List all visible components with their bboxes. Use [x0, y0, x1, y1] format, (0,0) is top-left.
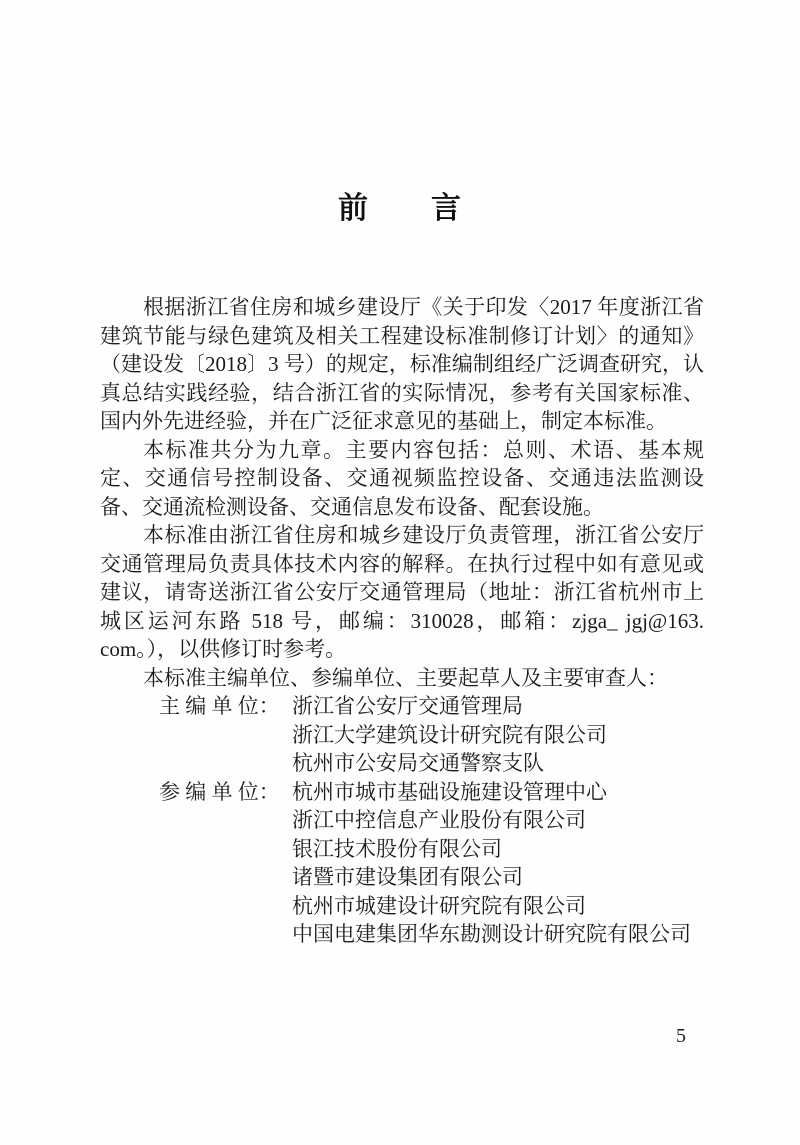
- paragraph-contents: 本标准共分为九章。主要内容包括：总则、术语、基本规定、交通信号控制设备、交通视频监控设备、交通违法监测设备、交通流检测设备、交通信息发布设备、配套设施。: [100, 437, 704, 519]
- page-title: 前 言: [338, 192, 462, 225]
- page-content: [100, 293, 704, 949]
- participating-unit-row: [100, 920, 704, 949]
- chief-editor-block: [100, 692, 704, 778]
- unit-name: 杭州市公安局交通警察支队: [292, 751, 544, 775]
- unit-name: 浙江中控信息产业股份有限公司: [292, 808, 586, 832]
- chief-editor-label: 主 编 单 位：: [159, 694, 280, 718]
- paragraph-units-intro: 本标准主编单位、参编单位、主要起草人及主要审查人：: [143, 665, 668, 690]
- unit-name: 中国电建集团华东勘测设计研究院有限公司: [292, 922, 691, 946]
- chief-editor-row: [100, 749, 704, 778]
- unit-name: 浙江省公安厅交通管理局: [292, 694, 523, 718]
- participating-unit-row: [100, 892, 704, 921]
- participating-unit-row: [100, 835, 704, 864]
- participating-unit-row: [100, 863, 704, 892]
- unit-name: 浙江大学建筑设计研究院有限公司: [292, 722, 607, 747]
- participating-units-block: [100, 778, 704, 949]
- participating-unit-row: [100, 806, 704, 835]
- unit-name: 诸暨市建设集团有限公司: [292, 865, 523, 889]
- unit-name: 杭州市城市基础设施建设管理中心: [292, 779, 607, 804]
- chief-editor-row: [100, 721, 704, 750]
- unit-name: 杭州市城建设计研究院有限公司: [292, 893, 586, 918]
- paragraph-management: 本标准由浙江省住房和城乡建设厅负责管理，浙江省公安厅交通管理局负责具体技术内容的解释。在执行过程中如有意见或建议，请寄送浙江省公安厅交通管理局（地址：浙江省杭州市上城区运河东路 518 号，邮编：310028，邮箱：zjga_ jgj@163. com。），以供修订时参考。: [100, 523, 704, 661]
- participating-units-label: 参 编 单 位：: [159, 779, 280, 804]
- paragraph-basis: 根据浙江省住房和城乡建设厅《关于印发〈2017 年度浙江省建筑节能与绿色建筑及相关工程建设标准制修订计划〉的通知》（建设发〔2018〕3 号）的规定，标准编制组经广泛调查研究，认真总结实践经验，结合浙江省的实际情况，参考有关国家标准、国内外先进经验，并在广泛征求意见的基础上，制定本标准。: [100, 295, 704, 433]
- chief-editor-row: [100, 692, 704, 721]
- participating-unit-row: [100, 778, 704, 807]
- page-number: 5: [676, 1025, 686, 1047]
- unit-name: 银江技术股份有限公司: [292, 836, 502, 861]
